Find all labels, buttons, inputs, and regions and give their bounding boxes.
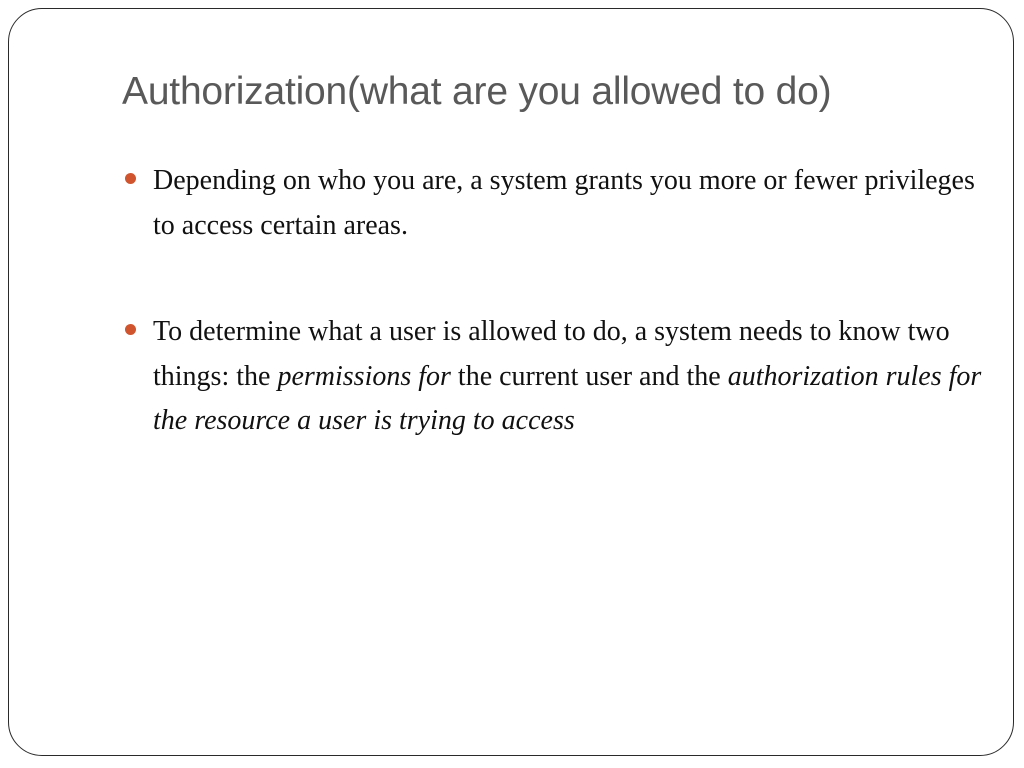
slide-frame — [8, 8, 1014, 756]
slide-title: Authorization(what are you allowed to do) — [122, 70, 832, 113]
bullet-item-authorization-needs — [122, 310, 982, 444]
bullet-text-emphasis: authorization rules for the resource a user is trying to access — [153, 360, 982, 436]
bullet-text-part: the current user and the — [450, 360, 728, 392]
bullet-list — [122, 159, 982, 444]
bullet-text-part: To determine what a user is allowed to do, a system needs to know two things: the — [153, 316, 950, 392]
bullet-dot-icon — [125, 324, 136, 335]
bullet-text-emphasis: permissions for — [277, 360, 451, 392]
bullet-item-privileges — [122, 159, 982, 248]
bullet-text: Depending on who you are, a system grants you more or fewer privileges to access certain areas. — [153, 165, 975, 241]
bullet-dot-icon — [125, 173, 136, 184]
